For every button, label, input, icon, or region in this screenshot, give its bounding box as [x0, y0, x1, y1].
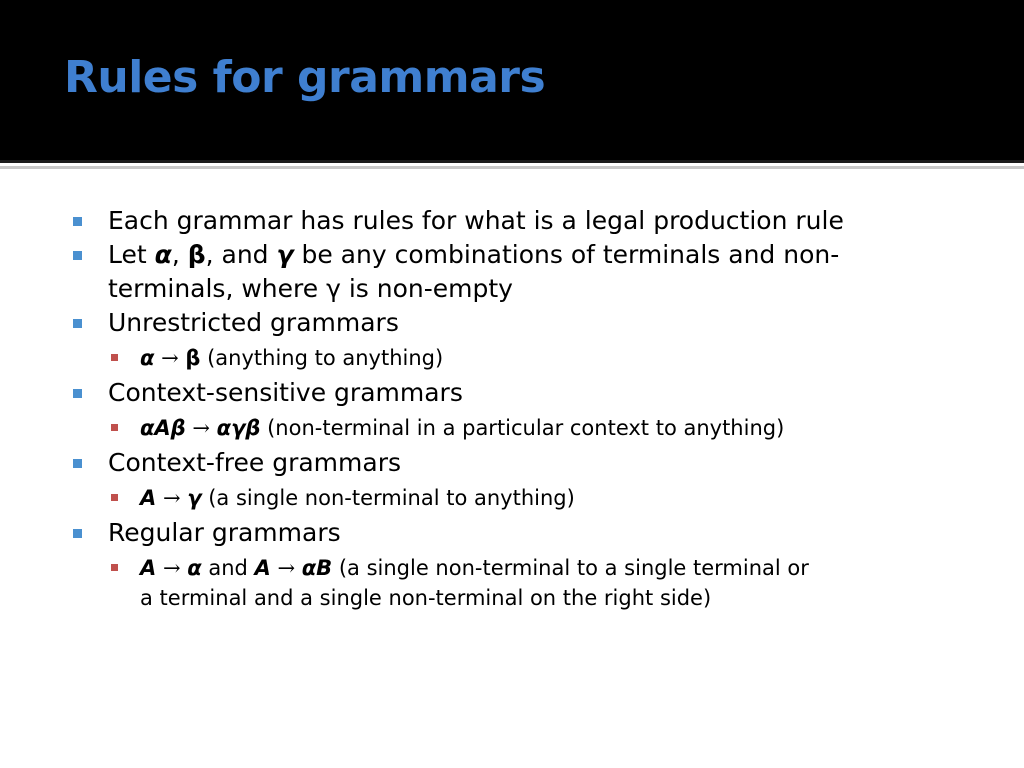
bullet-text: Each grammar has rules for what is a legal production rule [108, 206, 844, 235]
right-arrow-icon: → [156, 556, 188, 580]
let-line1-rest: be any combinations of terminals and non- [293, 240, 840, 269]
and-separator: , and [205, 240, 277, 269]
rule-description-line2: a terminal and a single non-terminal on the right side) [140, 586, 712, 610]
right-arrow-icon: → [156, 486, 188, 510]
rule-description: (anything to anything) [200, 346, 444, 370]
rule-lhs: α [140, 346, 155, 370]
sub-bullet-context-free-rule [0, 483, 1024, 513]
rule-lhs: αAβ [140, 416, 186, 440]
comma-separator: , [171, 240, 188, 269]
square-bullet-icon [111, 424, 118, 431]
right-arrow-icon: → [270, 556, 302, 580]
rule-lhs: A [140, 556, 157, 580]
sub-bullet-regular-rule [0, 553, 1024, 613]
rule-rhs: αγβ [216, 416, 261, 440]
bullet-text: Context-free grammars [108, 448, 401, 477]
bullet-context-free [0, 446, 1024, 480]
title-divider-light [0, 166, 1024, 169]
let-line2: terminals, where γ is non-empty [108, 274, 513, 303]
rule-description: (non-terminal in a particular context to anything) [260, 416, 785, 440]
rule-description: (a single non-terminal to anything) [201, 486, 575, 510]
sub-bullet-context-sensitive-rule [0, 413, 1024, 443]
and-separator: and [201, 556, 255, 580]
rule-rhs: γ [187, 486, 202, 510]
square-bullet-icon [73, 529, 82, 538]
bullet-let-definitions [0, 238, 1024, 306]
bullet-text: Unrestricted grammars [108, 308, 399, 337]
title-bar [0, 0, 1024, 160]
right-arrow-icon: → [154, 346, 186, 370]
bullet-context-sensitive [0, 376, 1024, 410]
square-bullet-icon [111, 564, 118, 571]
gamma-symbol: γ [276, 240, 294, 269]
rule-rhs: α [187, 556, 202, 580]
bullet-text: Regular grammars [108, 518, 341, 547]
square-bullet-icon [73, 217, 82, 226]
square-bullet-icon [73, 319, 82, 328]
slide-title: Rules for grammars [64, 52, 546, 103]
rule-lhs: A [254, 556, 271, 580]
sub-bullet-unrestricted-rule [0, 343, 1024, 373]
square-bullet-icon [73, 251, 82, 260]
square-bullet-icon [73, 389, 82, 398]
slide-body [0, 204, 1024, 616]
rule-rhs: β [185, 346, 201, 370]
bullet-legal-rules [0, 204, 1024, 238]
rule-lhs: A [140, 486, 157, 510]
rule-description-line1: (a single non-terminal to a single terminal or [332, 556, 809, 580]
square-bullet-icon [111, 354, 118, 361]
square-bullet-icon [111, 494, 118, 501]
title-divider-dark [0, 160, 1024, 163]
right-arrow-icon: → [185, 416, 217, 440]
bullet-text: Context-sensitive grammars [108, 378, 463, 407]
alpha-symbol: α [154, 240, 172, 269]
beta-symbol: β [187, 240, 206, 269]
let-prefix: Let [108, 240, 155, 269]
bullet-unrestricted [0, 306, 1024, 340]
square-bullet-icon [73, 459, 82, 468]
rule-rhs: αB [301, 556, 333, 580]
bullet-regular [0, 516, 1024, 550]
